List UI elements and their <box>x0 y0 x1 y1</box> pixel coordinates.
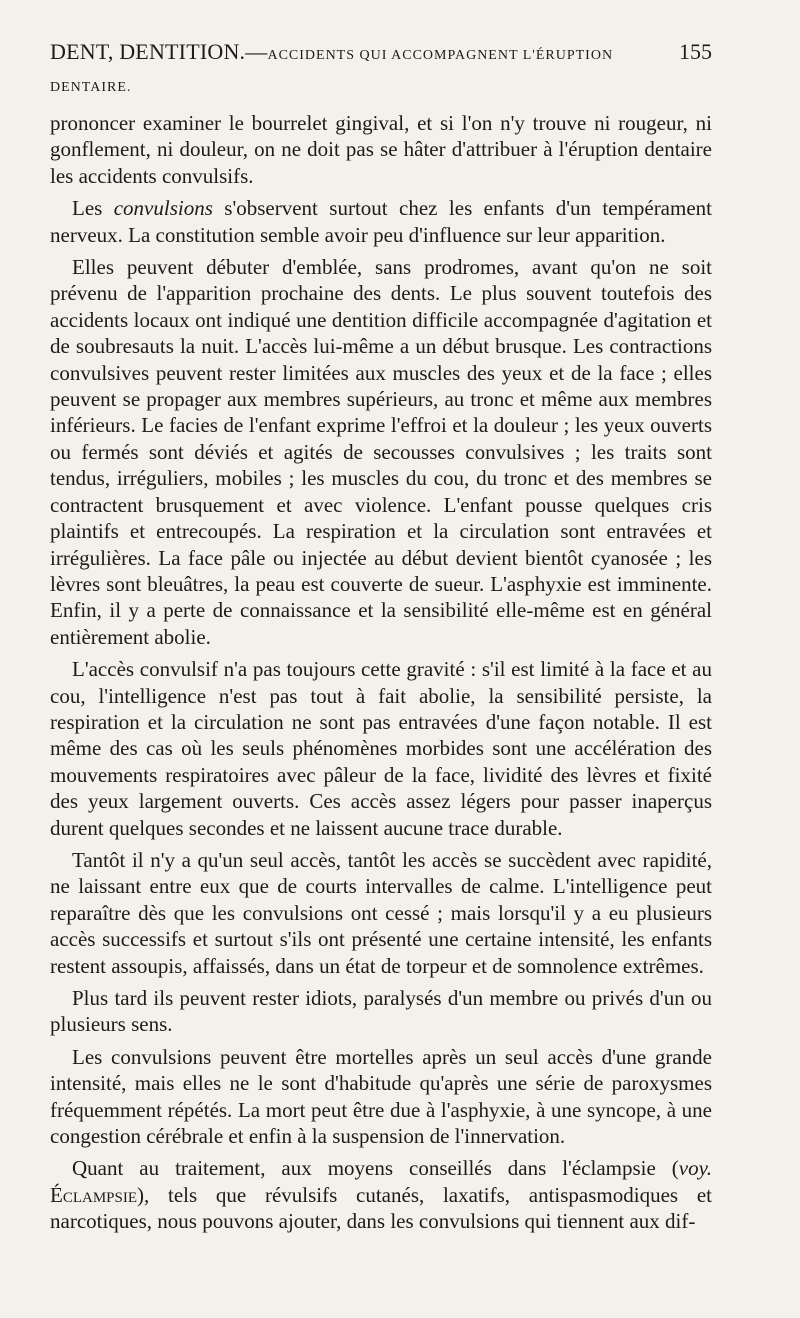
paragraph-5: Tantôt il n'y a qu'un seul accès, tantôt les accès se succèdent avec rapidité, ne laissant entre eux que de courts intervalles de calme. L'intelligence peut reparaître dès que les convulsions ont cessé ; mais lorsqu'il y a eu plusieurs accès successifs et surtout s'ils ont présenté une certaine intensité, les enfants restent assoupis, affaissés, dans un état de torpeur et de somnolence extrêmes. <box>50 847 712 978</box>
page <box>50 38 712 1241</box>
paragraph-3: Elles peuvent débuter d'emblée, sans prodromes, avant qu'on ne soit prévenu de l'apparition prochaine des dents. Le plus souvent toutefois des accidents locaux ont indiqué une dentition difficile accompagnée d'agitation et de soubresauts la nuit. L'accès lui-même a un début brusque. Les contractions convulsives peuvent rester limitées aux muscles des yeux et de la face ; elles peuvent se propager aux membres supérieurs, au tronc et même aux membres inférieurs. Le facies de l'enfant exprime l'effroi et la douleur ; les yeux ouverts ou fermés sont déviés et agités de secousses convulsives ; les traits sont tendus, irréguliers, mobiles ; les muscles du cou, du tronc et des membres se contractent brusquement et avec violence. L'enfant pousse quelques cris plaintifs et entrecoupés. La respiration et la circulation sont entravées et irrégulières. La face pâle ou injectée au début devient bientôt cyanosée ; les lèvres sont bleuâtres, la peau est couverte de sueur. L'asphyxie est imminente. Enfin, il y a perte de connaissance et la sensibilité elle-même est en général entièrement abolie. <box>50 255 712 649</box>
paragraph-8-before: Quant au traitement, aux moyens conseillés dans l'éclampsie ( <box>72 1156 679 1181</box>
paragraph-2-text: s'observent surtout chez les enfants d'un tempérament nerveux. La constitution semble avoir peu d'influence sur leur apparition. <box>50 196 712 247</box>
header-title: DENT, DENTITION. <box>50 39 246 64</box>
running-title <box>50 38 679 102</box>
paragraph-6: Plus tard ils peuvent rester idiots, paralysés d'un membre ou privés d'un ou plusieurs sens. <box>50 986 712 1037</box>
paragraph-2 <box>50 195 712 248</box>
paragraph-8-smallcaps: Éclampsie <box>50 1182 138 1207</box>
paragraph-4: L'accès convulsif n'a pas toujours cette gravité : s'il est limité à la face et au cou, l'intelligence n'est pas tout à fait abolie, la sensibilité persiste, la respiration et la circulation ne sont pas entravées d'une façon notable. Il est même des cas où les seuls phénomènes morbides sont une accélération des mouvements respiratoires avec pâleur de la face, lividité des lèvres et fixité des yeux largement ouverts. Ces accès assez légers pour passer inaperçus durent quelques secondes et ne laissent aucune trace durable. <box>50 657 712 840</box>
paragraph-2-lead: Les <box>72 196 103 221</box>
paragraph-1: prononcer examiner le bourrelet gingival, et si l'on n'y trouve ni rougeur, ni gonflement, ni douleur, on ne doit pas se hâter d'attribuer à l'éruption dentaire les accidents convulsifs. <box>50 111 712 188</box>
page-number: 155 <box>679 39 712 64</box>
header-subtitle: ACCIDENTS QUI ACCOMPAGNENT L'ÉRUPTION DENTAIRE. <box>50 48 614 95</box>
paragraph-2-emphasis: convulsions <box>113 196 213 221</box>
header-separator: — <box>245 39 268 64</box>
running-header <box>50 38 712 102</box>
paragraph-7: Les convulsions peuvent être mortelles après un seul accès d'une grande intensité, mais elles ne le sont d'habitude qu'après une série de paroxysmes fréquemment répétés. La mort peut être due à l'asphyxie, à une syncope, à une congestion cérébrale et enfin à la suspension de l'innervation. <box>50 1044 712 1149</box>
paragraph-8-after: ), tels que révulsifs cutanés, laxatifs, antispasmodiques et narcotiques, nous pouvons ajouter, dans les convulsions qui tiennent aux dif- <box>50 1182 712 1234</box>
paragraph-8-voy: voy. <box>678 1156 712 1181</box>
paragraph-8 <box>50 1155 712 1234</box>
